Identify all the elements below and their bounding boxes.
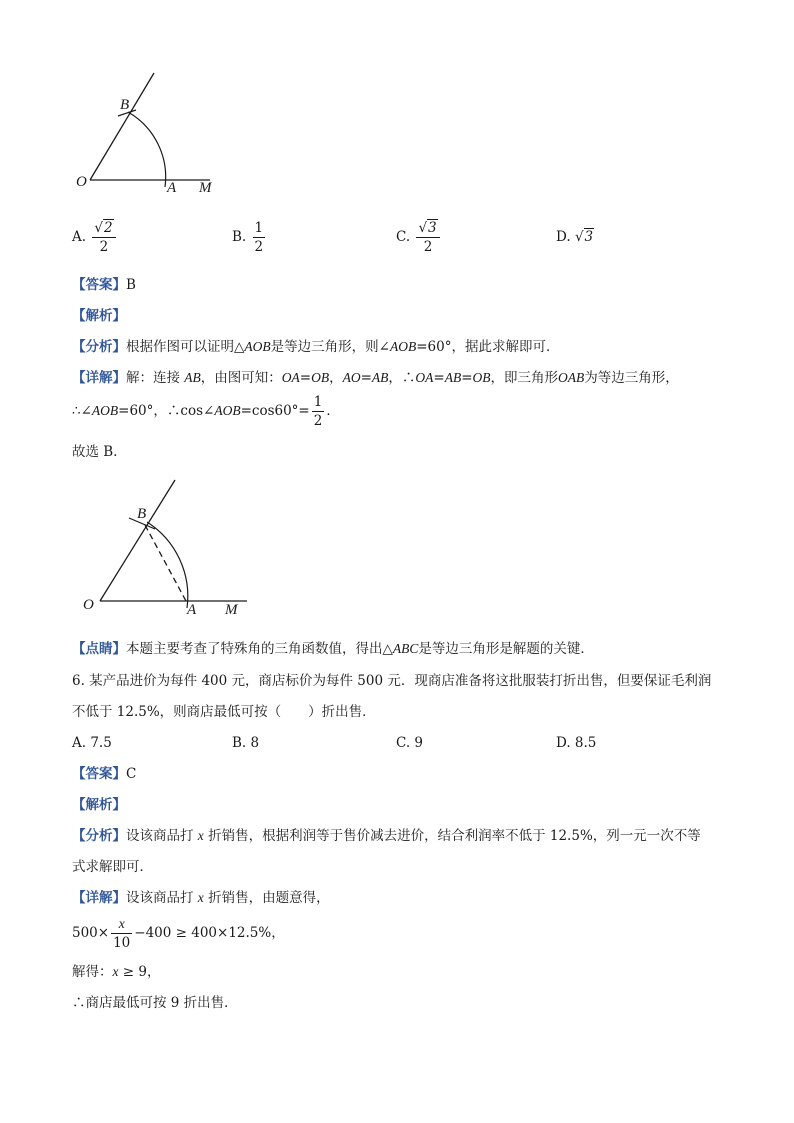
denominator: 2 bbox=[313, 413, 323, 429]
text: ， bbox=[329, 370, 343, 386]
text: 折销售，根据利润等于售价减去进价，结合利润率不低于 12.5%，列一元一次不等 bbox=[208, 828, 701, 844]
xiangjie-tag: 【详解】 bbox=[72, 370, 126, 386]
option-letter: D. bbox=[556, 229, 571, 245]
arc-AB bbox=[128, 112, 166, 187]
fraction-x-over-10 bbox=[111, 915, 132, 952]
choose-line-5 bbox=[72, 443, 127, 461]
text: 解得： bbox=[72, 964, 113, 980]
text: 设该商品打 bbox=[126, 828, 194, 844]
text: 折销售，由题意得， bbox=[208, 890, 330, 906]
q6-stem-line2 bbox=[72, 703, 376, 721]
answer-tag: 【答案】 bbox=[72, 277, 126, 293]
var: AB bbox=[184, 370, 201, 385]
numerator: 1 bbox=[254, 220, 264, 236]
text: ，由图可知： bbox=[200, 370, 282, 386]
fenxi-line-6 bbox=[72, 827, 701, 845]
var: AB bbox=[444, 370, 462, 385]
q6-option-A bbox=[72, 734, 112, 752]
answer-value: B bbox=[126, 277, 136, 293]
var: ABC bbox=[392, 641, 419, 656]
fraction-sqrt2-over-2: $\frac{√2}{2}$ bbox=[92, 219, 115, 256]
geometry-figure-1 bbox=[70, 65, 230, 200]
conclusion-line-6 bbox=[72, 994, 238, 1012]
label-O: O bbox=[83, 597, 94, 613]
radicand: 3 bbox=[428, 220, 437, 236]
ray-OB bbox=[90, 73, 154, 180]
option-5-A bbox=[72, 219, 118, 256]
text: A. 7.5 bbox=[72, 735, 112, 751]
text: 式求解即可． bbox=[72, 859, 153, 875]
label-A: A bbox=[187, 602, 197, 618]
var: x bbox=[197, 890, 204, 905]
option-letter: C. bbox=[396, 229, 411, 245]
label-B: B bbox=[137, 506, 147, 522]
fraction-sqrt3-over-2: $\frac{√3}{2}$ bbox=[416, 219, 439, 256]
label-B: B bbox=[120, 97, 130, 113]
denominator: 2 bbox=[99, 239, 109, 255]
sqrt-3: √3 bbox=[574, 229, 594, 245]
denominator: 2 bbox=[423, 239, 433, 255]
text: ，即三角形 bbox=[490, 370, 559, 386]
answer-line-5 bbox=[72, 276, 136, 294]
option-5-C bbox=[396, 219, 442, 256]
fraction-1-over-2 bbox=[312, 393, 325, 430]
var: AO bbox=[342, 370, 361, 385]
text: ∴∠ bbox=[72, 403, 92, 419]
numerator: x bbox=[111, 915, 132, 934]
jiexi-line-6 bbox=[72, 796, 126, 814]
xiangjie-line-5 bbox=[72, 369, 679, 387]
xiangjie-tag: 【详解】 bbox=[72, 890, 126, 906]
var: AOB bbox=[91, 403, 119, 418]
text: C. 9 bbox=[396, 735, 424, 751]
label-A: A bbox=[167, 180, 177, 196]
text: = bbox=[461, 370, 473, 386]
var: AOB bbox=[244, 339, 271, 354]
text: = bbox=[433, 370, 445, 386]
answer-line-6 bbox=[72, 765, 136, 783]
text: 是等边三角形是解题的关键． bbox=[418, 641, 594, 657]
jiexi-line-5 bbox=[72, 307, 126, 325]
inequality-line-6 bbox=[72, 915, 285, 952]
text: D. 8.5 bbox=[556, 735, 597, 751]
text: =60°，据此求解即可． bbox=[416, 339, 560, 355]
option-5-D bbox=[556, 228, 594, 246]
q6-option-D bbox=[556, 734, 596, 752]
geometry-figure-2 bbox=[75, 472, 250, 622]
fenxi-tag: 【分析】 bbox=[72, 339, 126, 355]
text: ． bbox=[326, 403, 340, 419]
q6-option-C bbox=[396, 734, 423, 752]
text: 不低于 12.5%，则商店最低可按（ ）折出售． bbox=[72, 704, 376, 720]
text: −400 ≥ 400×12.5%， bbox=[134, 925, 285, 941]
ray-OB bbox=[100, 480, 175, 601]
arc-AB bbox=[147, 522, 188, 608]
text: B. 8 bbox=[232, 735, 260, 751]
option-letter: B. bbox=[232, 229, 247, 245]
segment-AB-dashed bbox=[145, 525, 186, 601]
jiexi-tag: 【解析】 bbox=[72, 308, 126, 324]
numerator: 1 bbox=[313, 394, 323, 410]
option-letter: A. bbox=[72, 229, 87, 245]
var: x bbox=[112, 964, 119, 979]
var: OAB bbox=[558, 370, 585, 385]
var: AOB bbox=[389, 339, 417, 354]
fenxi-tag: 【分析】 bbox=[72, 828, 126, 844]
q6-stem-line1 bbox=[72, 672, 711, 690]
var: AB bbox=[371, 370, 389, 385]
text: = bbox=[299, 370, 312, 386]
label-M: M bbox=[199, 180, 212, 196]
text: 为等边三角形， bbox=[584, 370, 679, 386]
text: 500× bbox=[72, 925, 110, 941]
denominator: 2 bbox=[254, 239, 264, 255]
var: OA bbox=[281, 370, 300, 385]
q6-option-B bbox=[232, 734, 259, 752]
denominator: 10 bbox=[113, 935, 131, 951]
text: 是等边三角形，则∠ bbox=[270, 339, 390, 355]
radicand: 2 bbox=[103, 220, 113, 236]
dianjing-line-5 bbox=[72, 640, 594, 658]
text: =60°，∴cos∠ bbox=[118, 403, 215, 419]
radicand: 3 bbox=[584, 229, 594, 245]
text: ≥ 9， bbox=[118, 964, 161, 980]
text: = bbox=[360, 370, 372, 386]
dianjing-tag: 【点睛】 bbox=[72, 641, 126, 657]
var: x bbox=[197, 828, 204, 843]
text: 6. 某产品进价为每件 400 元，商店标价为每件 500 元．现商店准备将这批服装打折出售，但要保证毛利润 bbox=[72, 673, 712, 689]
var: OA bbox=[415, 370, 434, 385]
text: ，∴ bbox=[388, 370, 416, 386]
text: 解：连接 bbox=[126, 370, 180, 386]
answer-tag: 【答案】 bbox=[72, 766, 126, 782]
fenxi-line-5 bbox=[72, 338, 559, 356]
option-5-B bbox=[232, 219, 267, 256]
fraction-1-over-2 bbox=[253, 219, 266, 256]
label-M: M bbox=[225, 602, 238, 618]
cos-line-5 bbox=[72, 393, 340, 430]
solve-line-6 bbox=[72, 963, 160, 981]
answer-value: C bbox=[126, 766, 137, 782]
var: OB bbox=[311, 370, 330, 385]
text: 设该商品打 bbox=[126, 890, 194, 906]
text: 根据作图可以证明△ bbox=[126, 339, 245, 355]
fenxi-line2-6 bbox=[72, 858, 153, 876]
text: =cos60°= bbox=[240, 403, 310, 419]
label-O: O bbox=[76, 174, 87, 190]
text: 故选 B． bbox=[72, 444, 127, 460]
jiexi-tag: 【解析】 bbox=[72, 797, 126, 813]
text: ∴商店最低可按 9 折出售． bbox=[72, 995, 238, 1011]
var: AOB bbox=[214, 403, 241, 418]
var: OB bbox=[472, 370, 491, 385]
xiangjie-line-6 bbox=[72, 889, 330, 907]
text: 本题主要考查了特殊角的三角函数值，得出△ bbox=[126, 641, 393, 657]
